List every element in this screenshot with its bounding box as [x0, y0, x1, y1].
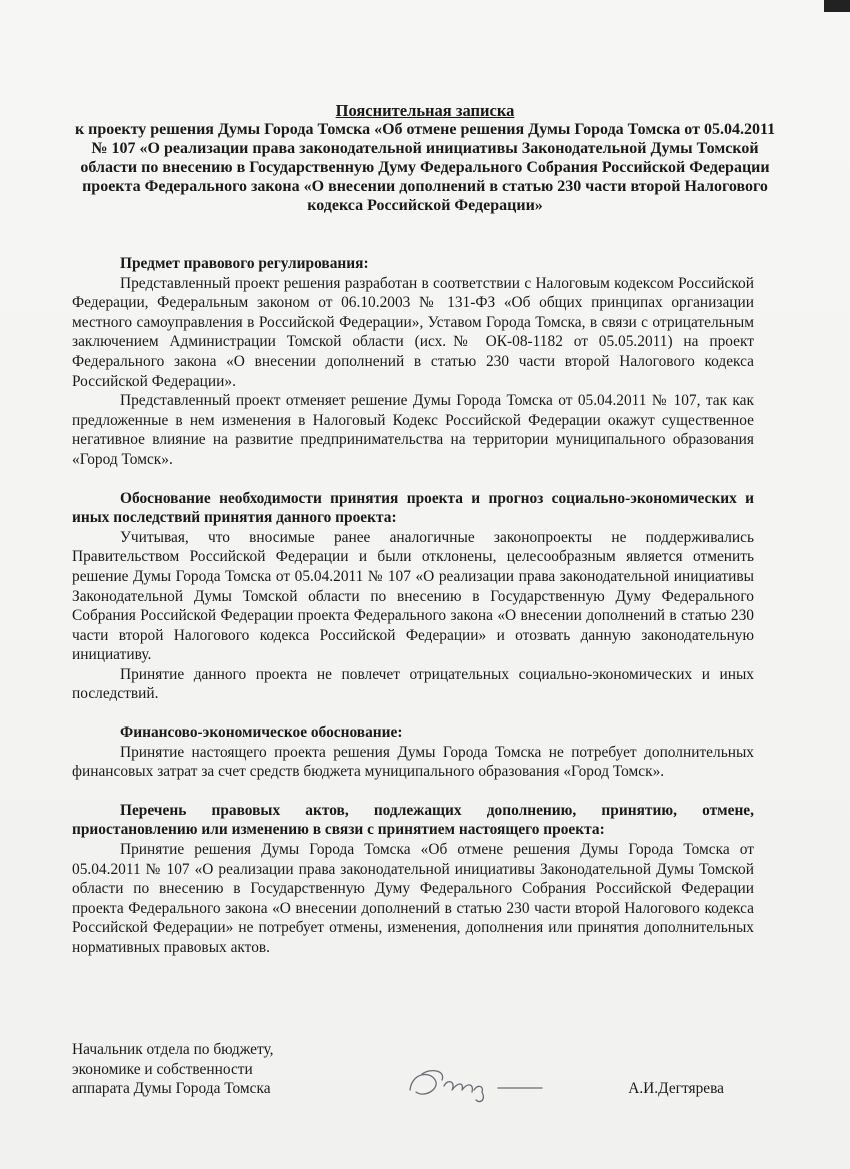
section-paragraph: Учитывая, что вносимые ранее аналогичные законопроекты не поддерживались Правительством Российской Федерации и были отклонены, целесообразным является отменить решение Думы Города Томска от 05.04.2011 № 107 «О реализации права законодательной инициативы Законодательной Думы Томской области по внесению в Государственную Думу Федерального Собрания Российской Федерации проекта Федерального закона «О внесении дополнений в статью 230 части второй Налогового кодекса Российской Федерации» и отозвать данную законодательную инициативу. — [72, 528, 754, 664]
section-paragraph: Принятие настоящего проекта решения Думы Города Томска не потребует дополнительных финансовых затрат за счет средств бюджета муниципального образования «Город Томск». — [72, 743, 754, 781]
section-legal-acts — [72, 801, 754, 958]
signature-block — [72, 1040, 752, 1130]
section-heading: Финансово-экономическое обоснование: — [120, 724, 403, 742]
section-justification — [72, 489, 754, 705]
document-body — [72, 254, 754, 977]
section-heading: Предмет правового регулирования: — [120, 255, 369, 272]
scan-corner-mark — [824, 0, 850, 12]
signer-position-line: экономике и собственности — [72, 1060, 253, 1078]
signer-position-line: Начальник отдела по бюджету, — [72, 1041, 274, 1058]
document-subtitle: к проекту решения Думы Города Томска «Об отмене решения Думы Города Томска от 05.04.2011 № 107 «О реализации права законодательной инициативы Законодательной Думы Томской области по внесению в Государственную Думу Федерального Собрания Российской Федерации проекта Федерального закона «О внесении дополнений в статью 230 части второй Налогового кодекса Российской Федерации» — [74, 121, 776, 214]
section-financial — [72, 723, 754, 782]
section-paragraph: Принятие данного проекта не повлечет отрицательных социально-экономических и иных последствий. — [72, 665, 754, 703]
section-heading: Перечень правовых актов, подлежащих дополнению, принятию, отмене, приостановлению или изменению в связи с принятием настоящего проекта: — [72, 801, 754, 839]
section-paragraph: Принятие решения Думы Города Томска «Об отмене решения Думы Города Томска от 05.04.2011 № 107 «О реализации права законодательной инициативы Законодательной Думы Томской области по внесению в Государственную Думу Федерального Собрания Российской Федерации проекта Федерального закона «О внесении дополнений в статью 230 части второй Налогового кодекса Российской Федерации» не потребует отмены, изменения, дополнения или принятия дополнительных нормативных правовых актов. — [72, 841, 754, 956]
section-paragraph: Представленный проект отменяет решение Думы Города Томска от 05.04.2011 № 107, так как предложенные в нем изменения в Налоговый Кодекс Российской Федерации окажут существенное негативное влияние на развитие предпринимательства на территории муниципального образования «Город Томск». — [72, 392, 754, 468]
handwritten-signature — [402, 1060, 552, 1108]
section-paragraph: Представленный проект решения разработан в соответствии с Налоговым кодексом Российской Федерации, Федеральным законом от 06.10.2003 № 131-ФЗ «Об общих принципах организации местного самоуправления в Российской Федерации», Уставом Города Томска, в связи с отрицательным заключением Администрации Томской области (исх.№ ОК-08-1182 от 05.05.2011) на проект Федерального закона «О внесении дополнений в статью 230 части второй Налогового кодекса Российской Федерации». — [72, 274, 754, 390]
section-heading: Обоснование необходимости принятия проекта и прогноз социально-экономических и иных последствий принятия данного проекта: — [72, 489, 754, 527]
signer-name: А.И.Дегтярева — [628, 1080, 724, 1097]
signer-position-line: аппарата Думы Города Томска — [72, 1080, 271, 1098]
document-header — [70, 101, 780, 215]
signer-position — [72, 1040, 332, 1099]
section-subject — [72, 254, 754, 470]
document-title: Пояснительная записка — [335, 101, 515, 120]
